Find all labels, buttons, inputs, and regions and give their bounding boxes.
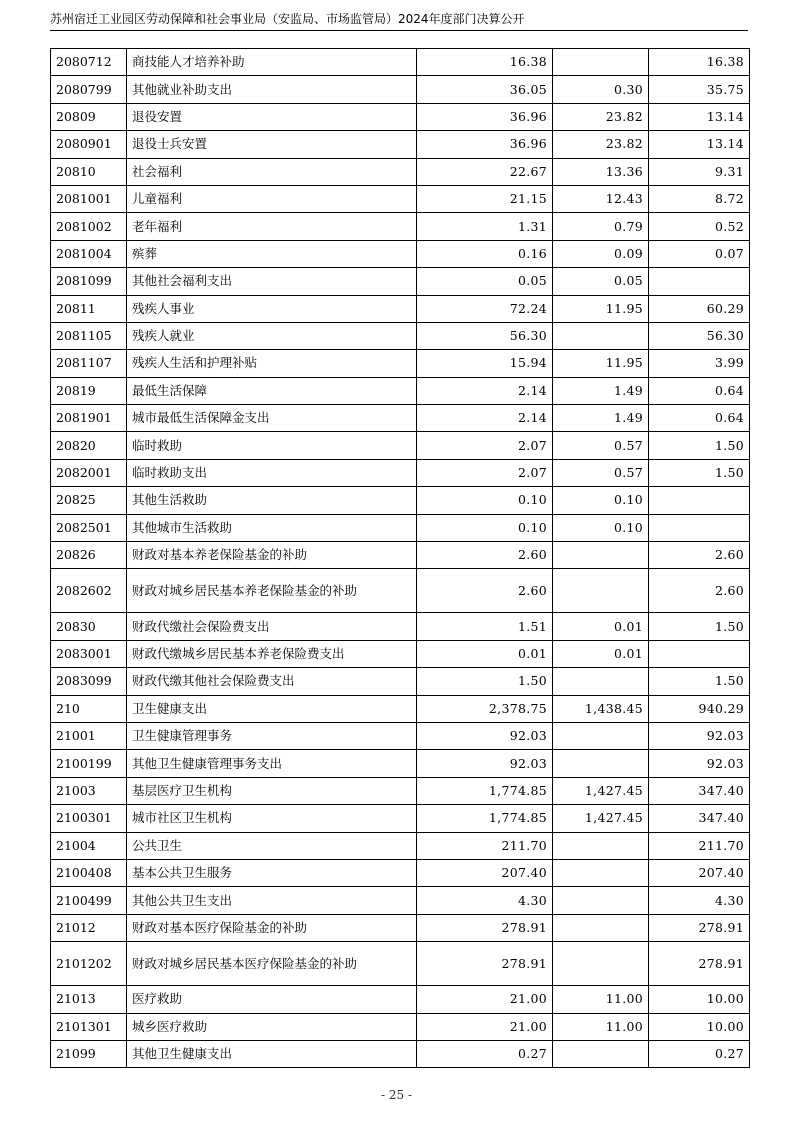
account-code-cell: 20810 — [51, 158, 127, 185]
basic-expense-cell: 1.49 — [553, 377, 649, 404]
total-amount-cell: 22.67 — [417, 158, 553, 185]
account-name-cell: 退役士兵安置 — [127, 131, 417, 158]
table-row — [51, 668, 750, 695]
basic-expense-cell: 23.82 — [553, 103, 649, 130]
basic-expense-cell: 1,427.45 — [553, 805, 649, 832]
total-amount-cell: 1,774.85 — [417, 805, 553, 832]
table-row — [51, 542, 750, 569]
account-name-cell: 其他生活救助 — [127, 487, 417, 514]
table-row — [51, 640, 750, 667]
project-expense-cell: 278.91 — [649, 914, 750, 941]
account-code-cell: 2082602 — [51, 569, 127, 613]
total-amount-cell: 0.10 — [417, 487, 553, 514]
table-row — [51, 805, 750, 832]
project-expense-cell: 1.50 — [649, 432, 750, 459]
basic-expense-cell: 0.10 — [553, 514, 649, 541]
total-amount-cell: 36.96 — [417, 103, 553, 130]
account-name-cell: 残疾人就业 — [127, 322, 417, 349]
account-name-cell: 基本公共卫生服务 — [127, 859, 417, 886]
total-amount-cell: 211.70 — [417, 832, 553, 859]
account-code-cell: 2081901 — [51, 405, 127, 432]
account-name-cell: 其他公共卫生支出 — [127, 887, 417, 914]
total-amount-cell: 2.14 — [417, 377, 553, 404]
basic-expense-cell — [553, 887, 649, 914]
project-expense-cell: 60.29 — [649, 295, 750, 322]
account-name-cell: 其他社会福利支出 — [127, 268, 417, 295]
account-code-cell: 2100408 — [51, 859, 127, 886]
account-name-cell: 其他卫生健康支出 — [127, 1040, 417, 1067]
project-expense-cell: 13.14 — [649, 103, 750, 130]
project-expense-cell: 1.50 — [649, 613, 750, 640]
total-amount-cell: 1.50 — [417, 668, 553, 695]
project-expense-cell: 347.40 — [649, 777, 750, 804]
table-row — [51, 377, 750, 404]
account-code-cell: 21001 — [51, 722, 127, 749]
table-row — [51, 942, 750, 986]
total-amount-cell: 72.24 — [417, 295, 553, 322]
account-name-cell: 医疗救助 — [127, 986, 417, 1013]
basic-expense-cell: 11.95 — [553, 350, 649, 377]
table-row — [51, 459, 750, 486]
account-name-cell: 社会福利 — [127, 158, 417, 185]
expenditure-table — [50, 48, 750, 1068]
table-row — [51, 158, 750, 185]
account-code-cell: 2100499 — [51, 887, 127, 914]
table-row — [51, 213, 750, 240]
total-amount-cell: 2.14 — [417, 405, 553, 432]
project-expense-cell — [649, 487, 750, 514]
total-amount-cell: 278.91 — [417, 914, 553, 941]
basic-expense-cell — [553, 859, 649, 886]
table-row — [51, 832, 750, 859]
basic-expense-cell: 0.09 — [553, 240, 649, 267]
table-row — [51, 487, 750, 514]
project-expense-cell: 13.14 — [649, 131, 750, 158]
account-code-cell: 20811 — [51, 295, 127, 322]
total-amount-cell: 1.31 — [417, 213, 553, 240]
account-name-cell: 儿童福利 — [127, 185, 417, 212]
table-row — [51, 76, 750, 103]
basic-expense-cell: 11.00 — [553, 1013, 649, 1040]
account-name-cell: 临时救助 — [127, 432, 417, 459]
account-code-cell: 2083099 — [51, 668, 127, 695]
account-code-cell: 20809 — [51, 103, 127, 130]
basic-expense-cell: 12.43 — [553, 185, 649, 212]
total-amount-cell: 0.16 — [417, 240, 553, 267]
account-code-cell: 2080799 — [51, 76, 127, 103]
account-code-cell: 2081105 — [51, 322, 127, 349]
total-amount-cell: 2.60 — [417, 569, 553, 613]
total-amount-cell: 21.15 — [417, 185, 553, 212]
account-name-cell: 殡葬 — [127, 240, 417, 267]
project-expense-cell: 92.03 — [649, 750, 750, 777]
table-row — [51, 131, 750, 158]
basic-expense-cell — [553, 914, 649, 941]
project-expense-cell: 347.40 — [649, 805, 750, 832]
basic-expense-cell: 13.36 — [553, 158, 649, 185]
account-name-cell: 临时救助支出 — [127, 459, 417, 486]
account-name-cell: 商技能人才培养补助 — [127, 49, 417, 76]
account-name-cell: 公共卫生 — [127, 832, 417, 859]
basic-expense-cell: 0.01 — [553, 640, 649, 667]
basic-expense-cell: 1.49 — [553, 405, 649, 432]
account-code-cell: 20819 — [51, 377, 127, 404]
basic-expense-cell — [553, 750, 649, 777]
project-expense-cell: 4.30 — [649, 887, 750, 914]
account-name-cell: 其他卫生健康管理事务支出 — [127, 750, 417, 777]
project-expense-cell: 35.75 — [649, 76, 750, 103]
total-amount-cell: 36.96 — [417, 131, 553, 158]
project-expense-cell: 0.52 — [649, 213, 750, 240]
project-expense-cell: 92.03 — [649, 722, 750, 749]
table-row — [51, 268, 750, 295]
project-expense-cell: 10.00 — [649, 1013, 750, 1040]
project-expense-cell: 207.40 — [649, 859, 750, 886]
table-row — [51, 569, 750, 613]
account-code-cell: 20820 — [51, 432, 127, 459]
project-expense-cell: 0.27 — [649, 1040, 750, 1067]
account-code-cell: 2081099 — [51, 268, 127, 295]
account-code-cell: 2080712 — [51, 49, 127, 76]
project-expense-cell: 940.29 — [649, 695, 750, 722]
table-row — [51, 777, 750, 804]
account-name-cell: 财政对基本养老保险基金的补助 — [127, 542, 417, 569]
account-name-cell: 最低生活保障 — [127, 377, 417, 404]
account-name-cell: 城乡医疗救助 — [127, 1013, 417, 1040]
table-row — [51, 750, 750, 777]
table-row — [51, 887, 750, 914]
table-row — [51, 1013, 750, 1040]
basic-expense-cell: 0.57 — [553, 459, 649, 486]
project-expense-cell: 0.64 — [649, 377, 750, 404]
account-code-cell: 2101202 — [51, 942, 127, 986]
account-name-cell: 财政对城乡居民基本医疗保险基金的补助 — [127, 942, 417, 986]
table-row — [51, 722, 750, 749]
basic-expense-cell: 23.82 — [553, 131, 649, 158]
account-name-cell: 财政对城乡居民基本养老保险基金的补助 — [127, 569, 417, 613]
basic-expense-cell — [553, 668, 649, 695]
account-code-cell: 2081001 — [51, 185, 127, 212]
account-name-cell: 退役安置 — [127, 103, 417, 130]
project-expense-cell: 3.99 — [649, 350, 750, 377]
account-name-cell: 基层医疗卫生机构 — [127, 777, 417, 804]
table-row — [51, 103, 750, 130]
account-code-cell: 20826 — [51, 542, 127, 569]
total-amount-cell: 1.51 — [417, 613, 553, 640]
total-amount-cell: 21.00 — [417, 986, 553, 1013]
total-amount-cell: 56.30 — [417, 322, 553, 349]
account-code-cell: 210 — [51, 695, 127, 722]
total-amount-cell: 2,378.75 — [417, 695, 553, 722]
basic-expense-cell — [553, 942, 649, 986]
total-amount-cell: 4.30 — [417, 887, 553, 914]
basic-expense-cell: 0.79 — [553, 213, 649, 240]
total-amount-cell: 15.94 — [417, 350, 553, 377]
account-code-cell: 2081004 — [51, 240, 127, 267]
table-row — [51, 914, 750, 941]
table-row — [51, 295, 750, 322]
basic-expense-cell: 0.10 — [553, 487, 649, 514]
basic-expense-cell — [553, 542, 649, 569]
total-amount-cell: 2.07 — [417, 432, 553, 459]
project-expense-cell: 1.50 — [649, 459, 750, 486]
total-amount-cell: 0.01 — [417, 640, 553, 667]
account-code-cell: 21003 — [51, 777, 127, 804]
account-code-cell: 20825 — [51, 487, 127, 514]
table-row — [51, 695, 750, 722]
total-amount-cell: 2.60 — [417, 542, 553, 569]
account-code-cell: 2100199 — [51, 750, 127, 777]
total-amount-cell: 36.05 — [417, 76, 553, 103]
project-expense-cell: 2.60 — [649, 542, 750, 569]
basic-expense-cell — [553, 722, 649, 749]
page-header-title: 苏州宿迁工业园区劳动保障和社会事业局（安监局、市场监管局）2024年度部门决算公开 — [50, 12, 525, 26]
table-row — [51, 613, 750, 640]
account-name-cell: 财政代缴城乡居民基本养老保险费支出 — [127, 640, 417, 667]
project-expense-cell: 278.91 — [649, 942, 750, 986]
account-name-cell: 财政代缴其他社会保险费支出 — [127, 668, 417, 695]
table-row — [51, 49, 750, 76]
account-code-cell: 2083001 — [51, 640, 127, 667]
project-expense-cell: 2.60 — [649, 569, 750, 613]
basic-expense-cell: 0.05 — [553, 268, 649, 295]
account-code-cell: 21013 — [51, 986, 127, 1013]
account-name-cell: 卫生健康支出 — [127, 695, 417, 722]
total-amount-cell: 0.27 — [417, 1040, 553, 1067]
project-expense-cell: 16.38 — [649, 49, 750, 76]
expenditure-table-body — [51, 49, 750, 1068]
account-code-cell: 20830 — [51, 613, 127, 640]
account-code-cell: 2100301 — [51, 805, 127, 832]
basic-expense-cell: 11.00 — [553, 986, 649, 1013]
basic-expense-cell: 1,438.45 — [553, 695, 649, 722]
project-expense-cell: 0.64 — [649, 405, 750, 432]
total-amount-cell: 16.38 — [417, 49, 553, 76]
account-code-cell: 2080901 — [51, 131, 127, 158]
project-expense-cell: 1.50 — [649, 668, 750, 695]
table-row — [51, 986, 750, 1013]
account-code-cell: 2082001 — [51, 459, 127, 486]
account-name-cell: 残疾人事业 — [127, 295, 417, 322]
account-code-cell: 21004 — [51, 832, 127, 859]
table-row — [51, 859, 750, 886]
total-amount-cell: 0.05 — [417, 268, 553, 295]
total-amount-cell: 92.03 — [417, 750, 553, 777]
basic-expense-cell — [553, 569, 649, 613]
project-expense-cell: 10.00 — [649, 986, 750, 1013]
account-name-cell: 财政代缴社会保险费支出 — [127, 613, 417, 640]
basic-expense-cell: 1,427.45 — [553, 777, 649, 804]
project-expense-cell: 9.31 — [649, 158, 750, 185]
project-expense-cell: 211.70 — [649, 832, 750, 859]
table-row — [51, 432, 750, 459]
project-expense-cell — [649, 268, 750, 295]
account-code-cell: 2081107 — [51, 350, 127, 377]
total-amount-cell: 92.03 — [417, 722, 553, 749]
account-name-cell: 卫生健康管理事务 — [127, 722, 417, 749]
project-expense-cell: 56.30 — [649, 322, 750, 349]
account-code-cell: 2082501 — [51, 514, 127, 541]
total-amount-cell: 2.07 — [417, 459, 553, 486]
project-expense-cell — [649, 514, 750, 541]
account-code-cell: 21099 — [51, 1040, 127, 1067]
total-amount-cell: 207.40 — [417, 859, 553, 886]
total-amount-cell: 1,774.85 — [417, 777, 553, 804]
basic-expense-cell: 0.57 — [553, 432, 649, 459]
basic-expense-cell: 11.95 — [553, 295, 649, 322]
account-code-cell: 21012 — [51, 914, 127, 941]
project-expense-cell: 8.72 — [649, 185, 750, 212]
basic-expense-cell — [553, 1040, 649, 1067]
basic-expense-cell — [553, 832, 649, 859]
account-name-cell: 其他就业补助支出 — [127, 76, 417, 103]
total-amount-cell: 0.10 — [417, 514, 553, 541]
header-divider — [50, 30, 748, 31]
table-row — [51, 350, 750, 377]
account-name-cell: 残疾人生活和护理补贴 — [127, 350, 417, 377]
table-row — [51, 514, 750, 541]
total-amount-cell: 21.00 — [417, 1013, 553, 1040]
project-expense-cell — [649, 640, 750, 667]
table-row — [51, 240, 750, 267]
account-name-cell: 城市社区卫生机构 — [127, 805, 417, 832]
basic-expense-cell: 0.01 — [553, 613, 649, 640]
account-name-cell: 财政对基本医疗保险基金的补助 — [127, 914, 417, 941]
table-row — [51, 185, 750, 212]
table-row — [51, 1040, 750, 1067]
table-row — [51, 322, 750, 349]
account-code-cell: 2101301 — [51, 1013, 127, 1040]
table-row — [51, 405, 750, 432]
project-expense-cell: 0.07 — [649, 240, 750, 267]
account-name-cell: 其他城市生活救助 — [127, 514, 417, 541]
account-name-cell: 城市最低生活保障金支出 — [127, 405, 417, 432]
page-number: - 25 - — [380, 1088, 412, 1102]
basic-expense-cell — [553, 322, 649, 349]
basic-expense-cell: 0.30 — [553, 76, 649, 103]
account-code-cell: 2081002 — [51, 213, 127, 240]
account-name-cell: 老年福利 — [127, 213, 417, 240]
basic-expense-cell — [553, 49, 649, 76]
total-amount-cell: 278.91 — [417, 942, 553, 986]
